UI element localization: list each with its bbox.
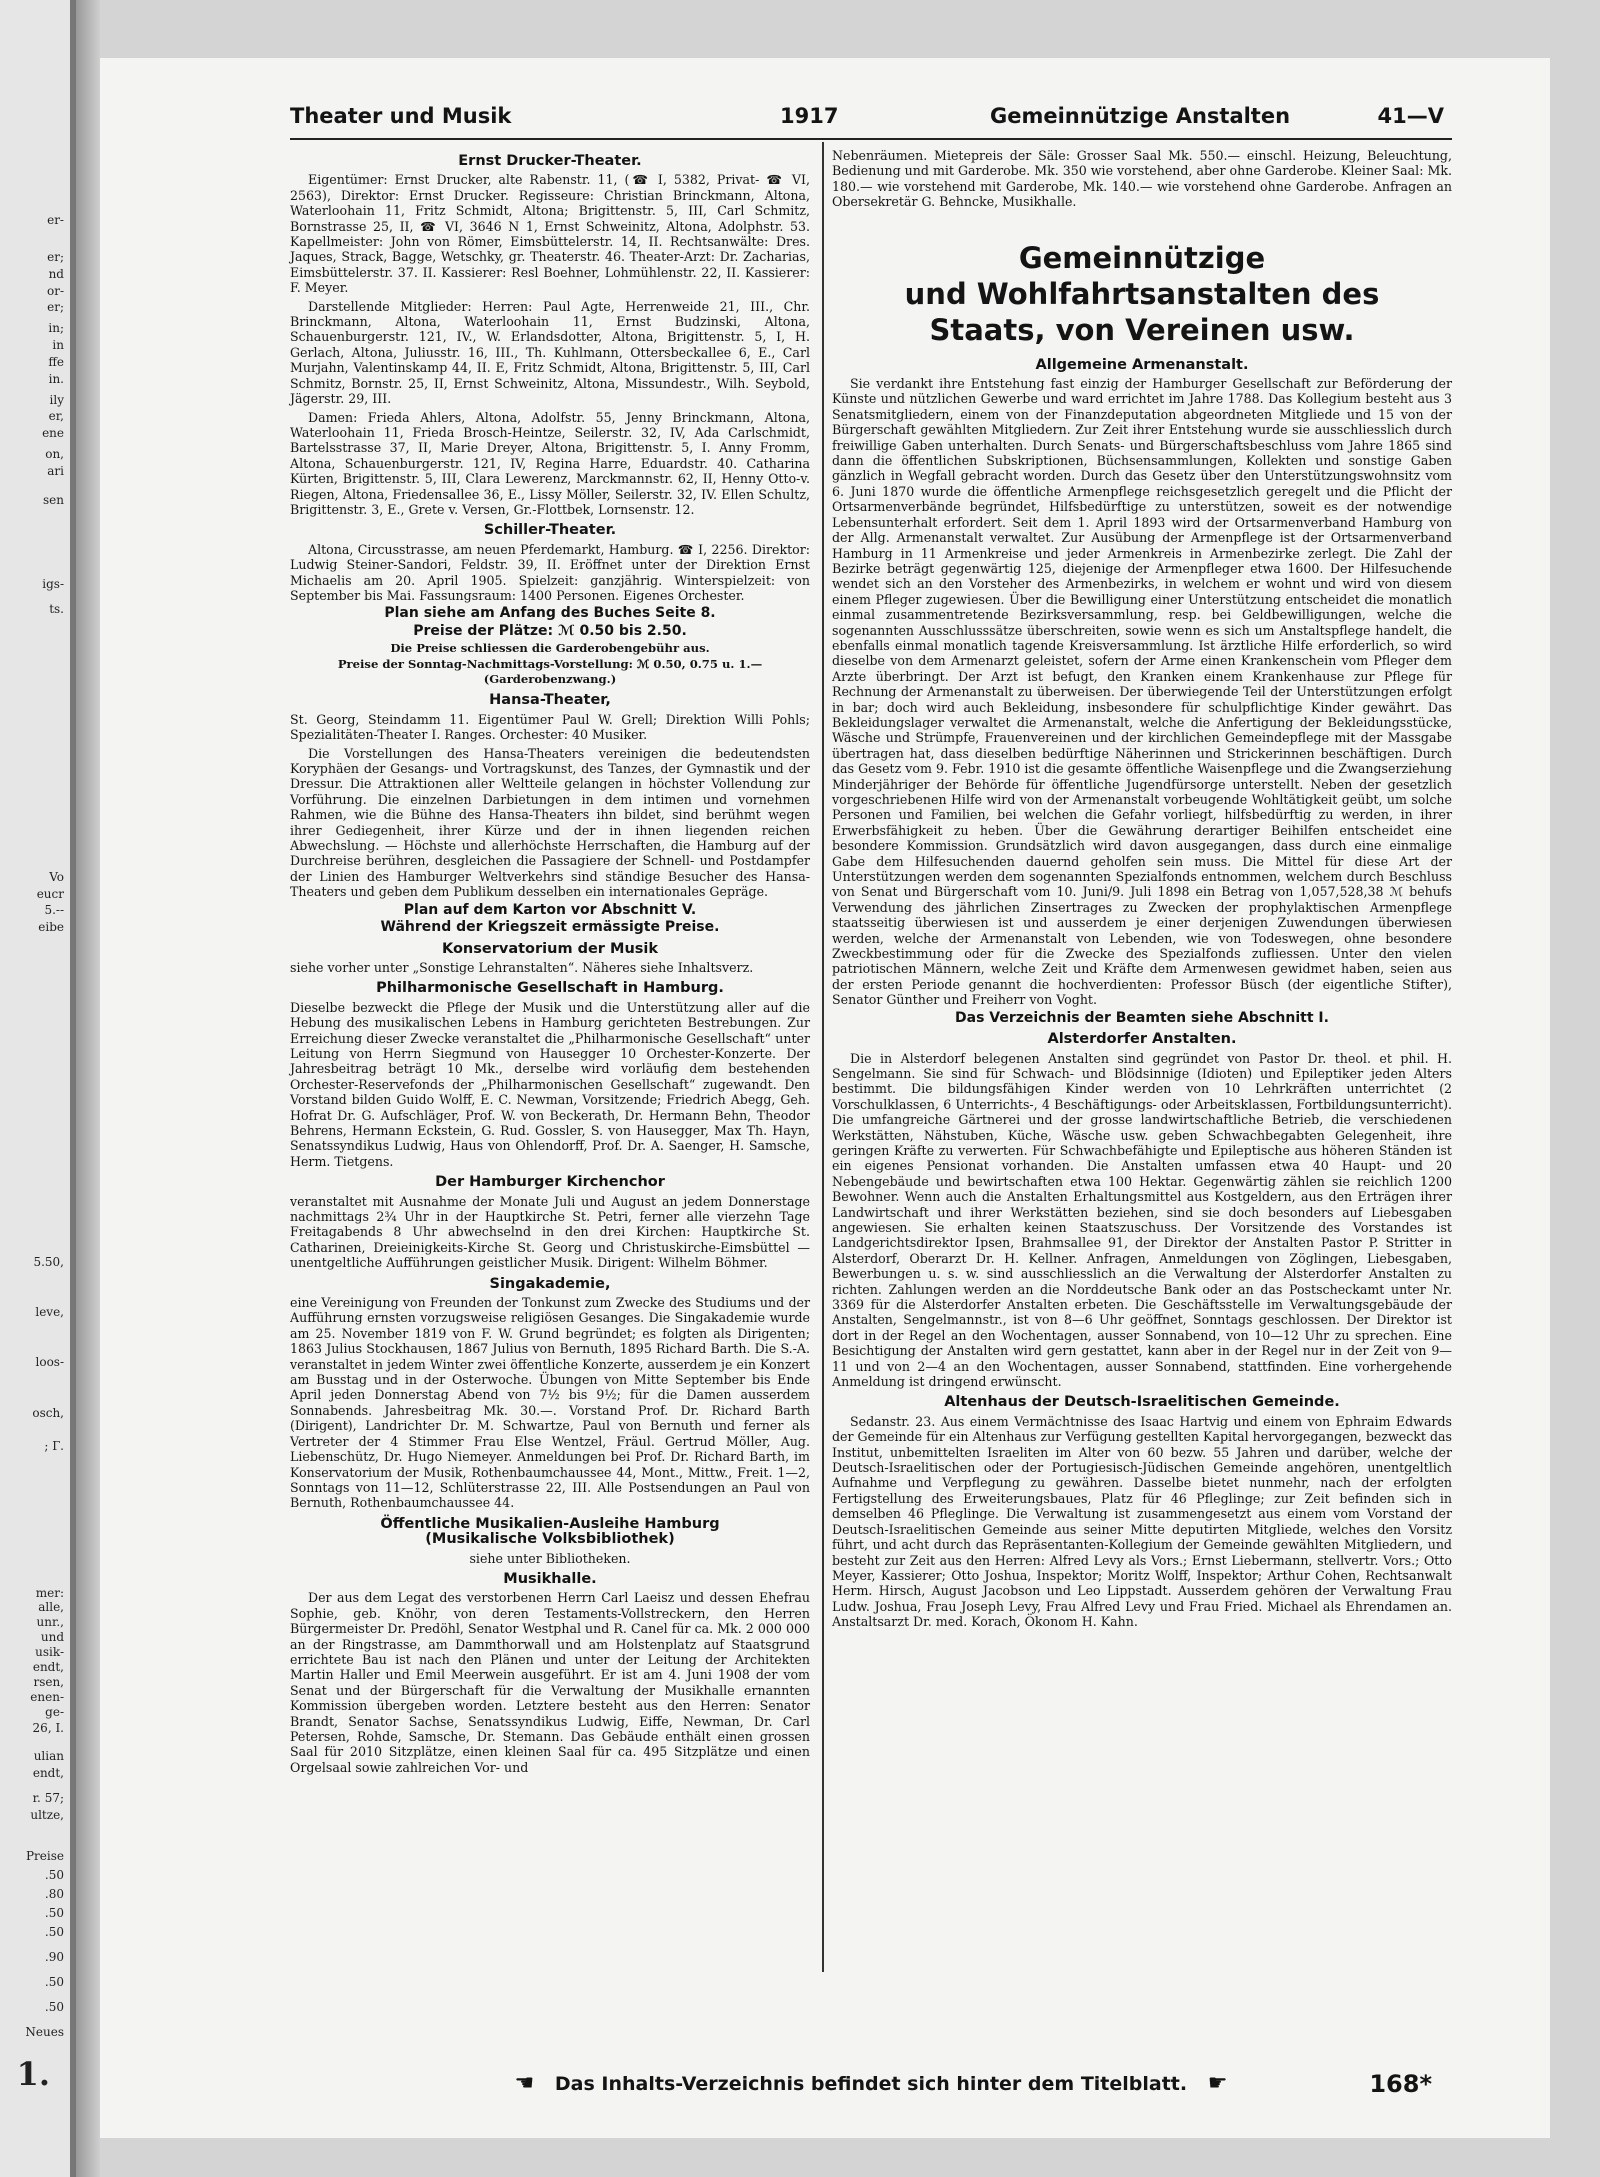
previous-page-fragment: .80 <box>44 1887 64 1901</box>
section-title-musikalien: Öffentliche Musikalien-Ausleihe Hamburg <box>380 1515 720 1532</box>
drucker-damen: Damen: Frieda Ahlers, Altona, Adolfstr. 55, Jenny Brinckmann, Altona, Waterloohain 11, Frieda Brosch-Heintze, Seilerstr. 32, IV, Ada Carlschmidt, Bartelsstrasse 37, II, Marie Dreyer, Altona, Brigittenstr. 5, I. Anny Fromm, Altona, Schauenburgerstr. 121, IV, Regina Harre, Eduardstr. 40. Catharina Kürten, Brigittenstr. 5, III, Clara Lewerenz, Marckmannstr. 62, II, Henny Otto-v. Riegen, Altona, Friedensallee 36, E., Lissy Möller, Seilerstr. 32, IV. Ellen Schultz, Brigittenstr. 3, E., Grete v. Versen, Gr.-Flottbek, Lornsenstr. 12. <box>290 409 810 517</box>
left-column <box>290 148 810 1778</box>
previous-page-fragment: leve, <box>35 1305 64 1319</box>
book-gutter <box>76 0 100 2177</box>
singakademie-text: eine Vereinigung von Freunden der Tonkunst zum Zwecke des Studiums und der Aufführung ernsten vorzugsweise religiösen Gesanges. Die Singakademie wurde am 25. November 1819 von F. W. Grund begründet; es folgten als Dirigenten; 1863 Julius Stockhausen, 1867 Julius von Bernuth, 1895 Richard Barth. Die S.-A. veranstaltet in jedem Winter zwei öffentliche Konzerte, ausserdem je ein Konzert am Busstag und in der Osterwoche. Übungen von Mitte September bis Ende April jeden Donnerstag Abend von 7½ bis 9½; für die Damen ausserdem Sonnabends. Jahresbeitrag Mk. 30.—. Vorstand Prof. Dr. Richard Barth (Dirigent), Landrichter Dr. M. Schwartze, Paul von Bernuth und ferner als Vertreter der 4 Stimmer Frau Else Wentzel, Fräul. Gertrud Möller, Aug. Liebenschütz, Dr. Hugo Niemeyer. Anmeldungen bei Prof. Dr. Richard Barth, im Konservatorium der Musik, Rothenbaumchaussee 44, Mont., Mittw., Freit. 1—2, Sonntags von 11—12, Schlüterstrasse 22, III. Alle Postsendungen an Paul von Bernuth, Rothenbaumchaussee 44. <box>290 1295 810 1511</box>
previous-page-fragment: er, <box>48 409 64 423</box>
previous-page-fragment: .50 <box>44 2000 64 2014</box>
section-title-armenanstalt: Allgemeine Armenanstalt. <box>1035 356 1249 373</box>
section-title-konservatorium: Konservatorium der Musik <box>441 940 659 957</box>
previous-page-fragment: r. 57; <box>32 1791 64 1805</box>
previous-page-fragment: Preise <box>25 1849 64 1863</box>
chapter-title-line-3: Staats, von Vereinen usw. <box>929 312 1355 347</box>
column-divider <box>822 142 824 1972</box>
schiller-note-1: Die Preise schliessen die Garderobengebühr aus. <box>390 641 710 656</box>
schiller-text: Altona, Circusstrasse, am neuen Pferdemarkt, Hamburg. ☎ I, 2256. Direktor: Ludwig Steiner-Sandori, Feldstr. 39, II. Eröffnet unter der Direktion Ernst Michaelis am 20. April 1905. Spielzeit: ganzjährig. Winterspielzeit: von September bis Mai. Fassungsraum: 1400 Personen. Eigenes Orchester. <box>290 541 810 603</box>
previous-page-fragment: enen- <box>30 1690 64 1704</box>
previous-page-fragment: .50 <box>44 1925 64 1939</box>
right-column <box>832 148 1452 1633</box>
previous-page-fragment: ulian <box>33 1749 64 1763</box>
previous-page-fragment: Vo <box>49 870 64 884</box>
page-number: 168* <box>1369 2070 1432 2098</box>
schiller-preise: Preise der Plätze: ℳ 0.50 bis 2.50. <box>413 622 687 639</box>
previous-page-fragment: alle, <box>38 1600 64 1614</box>
previous-page-fragment: und <box>40 1630 64 1644</box>
altenhaus-text: Sedanstr. 23. Aus einem Vermächtnisse des Isaac Hartvig und einem von Ephraim Edwards der Gemeinde für ein Altenhaus zur Verfügung gestellten Kapital hervorgegangen, bezweckt das Institut, unbemittelten Israeliten im Alter von 60 bezw. 55 Jahren und darüber, welche der Deutsch-Israelitischen oder der Portugiesisch-Jüdischen Gemeinde angehören, unentgeltlich Aufnahme und Verpflegung zu gewähren. Dasselbe bietet nunmehr, nach der erfolgten Fertigstellung des Erweiterungsbaues, Platz für 46 Pfleglinge; zur Zeit befinden sich in demselben 46 Pfleglinge. Die Verwaltung ist zusammengesetzt aus einem vom Vorstand der Deutsch-Israelitischen Gemeinde aus seiner Mitte deputirten Mitgliede, welches den Vorsitz führt, und acht durch das Repräsentanten-Kollegium der Gemeinde gewählten Mitgliedern, und besteht zur Zeit aus den Herren: Alfred Levy als Vors.; Ernst Liebermann, stellvertr. Vors.; Otto Meyer, Kassierer; Otto Joshua, Inspektor; Moritz Wolff, Inspektor; Arthur Cohen, Rechtsanwalt Herm. Hirsch, August Jacobson und Leo Lippstadt. Ausserdem gehören der Verwaltung Frau Ludw. Joshua, Frau Joseph Levy, Frau Alfred Levy und Frau Fried. Michael als Ehrendamen an. Anstaltsarzt Dr. med. Korach, Ökonom H. Kahn. <box>832 1413 1452 1630</box>
previous-page-fragment: 1. <box>16 2055 50 2093</box>
previous-page-fragment: ; Г. <box>44 1439 64 1453</box>
konservatorium-text: siehe vorher unter „Sonstige Lehranstalten“. Näheres siehe Inhaltsverz. <box>290 959 754 975</box>
previous-page-fragment: endt, <box>32 1766 64 1780</box>
previous-page-fragment: 5.50, <box>33 1255 64 1269</box>
hansa-plan: Plan auf dem Karton vor Abschnitt V. <box>403 901 697 918</box>
previous-page-fragment: Neues <box>25 2025 64 2039</box>
previous-page-fragment: unr., <box>36 1615 64 1629</box>
header-page-code: 41—V <box>1377 104 1444 128</box>
previous-page-fragment: .50 <box>44 1975 64 1989</box>
chapter-title-line-2: und Wohlfahrtsanstalten des <box>904 276 1380 311</box>
previous-page-fragment: on, <box>45 447 64 461</box>
section-title-altenhaus: Altenhaus der Deutsch-Israelitischen Gemeinde. <box>944 1394 1340 1411</box>
section-subtitle-musikalien: (Musikalische Volksbibliothek) <box>425 1531 675 1548</box>
section-title-singakademie: Singakademie, <box>489 1275 611 1292</box>
previous-page-fragment: sen <box>43 493 64 507</box>
footer-text: Das Inhalts-Verzeichnis befindet sich hinter dem Titelblatt. <box>554 2073 1188 2095</box>
section-title-philharmonie: Philharmonische Gesellschaft in Hamburg. <box>376 980 724 997</box>
previous-page-fragment: .90 <box>44 1950 64 1964</box>
previous-page-fragment: .50 <box>44 1906 64 1920</box>
philharmonie-text: Dieselbe bezweckt die Pflege der Musik und die Unterstützung aller auf die Hebung des musikalischen Lebens in Hamburg gerichteten Bestrebungen. Zur Erreichung dieser Zwecke veranstaltet die „Philharmonische Gesellschaft“ unter Leitung von Herrn Siegmund von Hausegger 10 Orchester-Konzerte. Der Jahresbeitrag beträgt 10 Mk., derselbe wird vorläufig dem bestehenden Orchester-Reservefonds der „Philharmonischen Gesellschaft“ zugewandt. Den Vorstand bilden Guido Wolff, E. C. Newman, Vorsitzende; Friedrich Abegg, Geh. Hofrat Dr. G. Aufschläger, Prof. W. von Beckerath, Dr. Hermann Behn, Theodor Behrens, Hermann Eckstein, G. Rud. Gossler, S. von Hausegger, Max Th. Hayn, Senatssyndikus Ludwig, Haus von Ohlendorff, Prof. Dr. A. Saenger, H. Samsche, Herm. Tietgens. <box>290 999 810 1169</box>
section-title-musikhalle: Musikhalle. <box>503 1570 597 1587</box>
section-title-schiller: Schiller-Theater. <box>483 522 617 539</box>
chapter-title <box>832 240 1452 348</box>
previous-page-fragment: osch, <box>32 1406 64 1420</box>
header-rule <box>290 138 1452 140</box>
armenanstalt-verzeichnis: Das Verzeichnis der Beamten siehe Abschnitt I. <box>955 1009 1329 1026</box>
alsterdorf-text: Die in Alsterdorf belegenen Anstalten sind gegründet von Pastor Dr. theol. et phil. H. Sengelmann. Sie sind für Schwach- und Blödsinnige (Idioten) und Epileptiker jeden Alters bestimmt. Die bildungsfähigen Kinder werden von 10 Lehrkräften unterrichtet (2 Vorschulklassen, 6 Unterrichts-, 4 Beschäftigungs- oder Arbeitsklassen, Fortbildungsunterricht). Die umfangreiche Gärtnerei und der grosse landwirtschaftliche Betrieb, die verschiedenen Werkstätten, Nähstuben, Küche, Wäsche usw. geben Schwachbegabten Gelegenheit, ihre geringen Kräfte zu verwerten. Für Schwachbefähigte und Epileptische aus höheren Ständen ist ein eigenes Pensionat vorhanden. Die Anstalten umfassen etwa 40 Haupt- und 20 Nebengebäude und bewirtschaften etwa 100 Hektar. Gegenwärtig zählen sie reichlich 1200 Bewohner. Wenn auch die Anstalten Erhaltungsmittel aus Kostgeldern, aus den Erträgen ihrer Landwirtschaft und ihrer Werkstätten beziehen, sind sie doch besonders auf Liebesgaben angewiesen. Sie erhalten keinen Staatszuschuss. Der Vorsitzende des Vorstandes ist Landgerichtsdirektor Ipsen, Brahmsallee 91, der Direktor der Anstalten Pastor P. Stritter in Alsterdorf, Oberarzt Dr. H. Kellner. Anfragen, Anmeldungen von Zöglingen, Liebesgaben, Bewerbungen u. s. w. sind ausschliesslich an die Verwaltung der Alsterdorfer Anstalten zu richten. Zahlungen werden an die Norddeutsche Bank oder an das Postscheckamt unter Nr. 3369 für die Alsterdorfer Anstalten erbeten. Die Geschäftsstelle im Verwaltungsgebäude der Anstalten, Sengelmannstr., ist von 8—6 Uhr geöffnet, Sonntags geschlossen. Der Direktor ist dort in der Regel an den Wochentagen, ausser Sonnabend, von 10—12 Uhr zu sprechen. Eine Besichtigung der Anstalten wird gern gestattet, kann aber in der Regel nur in der Zeit von 9—11 und von 2—4 an den Wochentagen, ausser Sonnabend, stattfinden. Eine vorhergehende Anmeldung ist dringend erwünscht. <box>832 1050 1452 1390</box>
previous-page-fragment: usik- <box>35 1645 64 1659</box>
musikalien-text: siehe unter Bibliotheken. <box>469 1550 631 1566</box>
previous-page-fragment: .50 <box>44 1868 64 1882</box>
previous-page-fragment: loos- <box>35 1355 64 1369</box>
drucker-herren: Darstellende Mitglieder: Herren: Paul Agte, Herrenweide 21, III., Chr. Brinckmann, Altona, Waterloohain 11, Ernst Budzinski, Altona, Schauenburgerstr. 121, IV., W. Erlandsdotter, Altona, Brigittenstr. 5, I, H. Gerlach, Altona, Juliusstr. 16, III., Th. Kuhlmann, Ottersbeckallee 6, E., Carl Murjahn, Valentinskamp 44, II. E, Fritz Schmidt, Altona, Brigittenstr. 5, III, Carl Schmitz, Bornstr. 25, II, Ernst Schweinitz, Altona, Missundestr., Wilh. Seybold, Jägerstr. 29, III. <box>290 298 810 407</box>
previous-page-fragment: eibe <box>38 920 64 934</box>
previous-page-fragment: nd <box>48 267 64 281</box>
schiller-note-2: Preise der Sonntag-Nachmittags-Vorstellung: ℳ 0.50, 0.75 u. 1.— <box>337 656 763 671</box>
previous-page-fragment: in; <box>48 321 64 335</box>
drucker-staff: Eigentümer: Ernst Drucker, alte Rabenstr. 11, (☎ I, 5382, Privat- ☎ VI, 2563), Direktor: Ernst Drucker. Regisseure: Christian Brinckmann, Altona, Waterloohain 11, Fritz Schmidt, Altona; Brigittenstr. 5, III, Carl Schmitz, Bornstrasse 25, II, ☎ VI, 3646 N 1, Ernst Schweinitz, Altona, Adolphstr. 53. Kapellmeister: John von Römer, Eimsbüttelerstr. 14, II. Rechtsanwälte: Dres. Jaques, Strack, Bagge, Wetschky, gr. Theaterstr. 46. Theater-Arzt: Dr. Zacharias, Eimsbüttelerstr. 37. II. Kassierer: Resl Boehner, Lohmühlenstr. 22, II. Kassierer: F. Meyer. <box>290 172 810 296</box>
previous-page-fragment: in. <box>48 372 64 386</box>
musikhalle-continued: Nebenräumen. Mietepreis der Säle: Grosser Saal Mk. 550.— einschl. Heizung, Beleuchtung, Bedienung und mit Garderobe. Mk. 350 wie vorstehend, aber ohne Garderobe. Kleiner Saal: Mk. 180.— wie vorstehend mit Garderobe, Mk. 140.— wie vorstehend ohne Garderobe. Anfragen an Obersekretär G. Behncke, Musikhalle. <box>832 148 1452 210</box>
pointing-hand-left-icon: ☚ <box>514 2071 535 2096</box>
chapter-title-line-1: Gemeinnützige <box>1018 240 1266 275</box>
previous-page-fragment: er; <box>47 250 64 264</box>
previous-page-fragment: or- <box>46 284 64 298</box>
kirchenchor-text: veranstaltet mit Ausnahme der Monate Juli und August an jedem Donnerstage nachmittags 2¾ Uhr in der Hauptkirche St. Petri, ferner alle vierzehn Tage Freitagabends 8 Uhr abwechselnd in den drei Kirchen: Hauptkirche St. Catharinen, Dreieinigkeits-Kirche St. Georg und Christuskirche-Eimsbüttel — unentgeltliche Aufführungen geistlicher Musik. Dirigent: Wilhelm Böhmer. <box>290 1193 810 1271</box>
previous-page-fragment: rsen, <box>33 1675 64 1689</box>
previous-page-fragment: er- <box>47 213 64 227</box>
armenanstalt-text: Sie verdankt ihre Entstehung fast einzig der Hamburger Gesellschaft zur Beförderung der Künste und nützlichen Gewerbe und ward errichtet im Jahre 1788. Das Kollegium besteht aus 3 Senatsmitgliedern, einem von der Finanzdeputation abgeordneten Mitgliede und 15 von der Bürgerschaft gewählten Mitgliedern. Zur Zeit ihrer Entstehung wurde sie ausschliesslich durch freiwillige Gaben unterhalten. Durch Senats- und Bürgerschaftsbeschluss vom Jahre 1865 sind dann die öffentlichen Subskriptionen, Büchsensammlungen, Kollekten und sonstige Gaben gänzlich in Wegfall gebracht worden. Durch das Gesetz über den Unterstützungswohnsitz vom 6. Juni 1870 wurde die öffentliche Armenpflege reichsgesetzlich geregelt und die Pflicht der Ortsarmenverbände begründet, Hilfsbedürftige zu unterstützen, soweit es der notwendige Lebensunterhalt erfordert. Seit dem 1. April 1893 wird der Ortsarmenverband Hamburg von der Allg. Armenanstalt verwaltet. Zur Ausübung der Armenpflege ist der Ortsarmenverband Hamburg in 11 Armenkreise und jeder Armenkreis in Armenbezirke zerlegt. Die Zahl der Bezirke beträgt gegenwärtig 125, diejenige der Armenpfleger etwa 1600. Der Hilfesuchende wendet sich an den Vorsteher des Armenbezirks, in welchem er wohnt und wird von diesem einem Pfleger zugewiesen. Über die Bewilligung einer Unterstützung entscheidet die monatlich einmal zusammentretende Bezirksversammlung, resp. bei Geldbewilligungen, welche die sogenannten Ausschlusssätze überschreiten, sowie wenn es sich um Anstaltspflege handelt, die ebenfalls einmal monatlich tagende Kreisversammlung. Ist ärztliche Hilfe erforderlich, so wird dieselbe von dem Armenarzt geleistet, sofern der Arme einen Krankenschein vom Pfleger dem Arzte überbringt. Der Arzt ist befugt, den Kranken einem Krankenhause zur Pflege für Rechnung der Armenanstalt zu überweisen. Der überwiegende Teil der Unterstützungen erfolgt in bar; doch wird auch Bekleidung, insbesondere für schulpflichtige Kinder gewährt. Das Bekleidungslager verwaltet die Armenanstalt, welche die Anfertigung der Bekleidungsstücke, Wäsche und Strümpfe, Frauenvereinen und der kirchlichen Gemeindepflege mit der Massgabe übertragen hat, dass dieselben bedürftige Näherinnen und Strickerinnen beschäftigen. Durch das Gesetz vom 9. Febr. 1910 ist die gesamte öffentliche Waisenpflege und die Zwangserziehung Minderjähriger der Behörde für öffentliche Jugendfürsorge unterstellt. Neben der gesetzlich vorgeschriebenen Hilfe wird von der Armenanstalt vorbeugende Wohltätigkeit geübt, um solche Personen und Familien, bei welchen die Gefahr vorliegt, hilfsbedürftig zu werden, in ihrer Erwerbsfähigkeit zu heben. Über die Gewährung derartiger Beihilfen entscheidet eine besondere Kommission. Grundsätzlich wird davon ausgegangen, dass durch eine einmalige Gabe dem Hilfesuchenden dauernd geholfen sein muss. Die Mittel für diese Art der Unterstützungen werden dem sogenannten Spezialfonds entnommen, welchem durch Beschluss von Senat und Bürgerschaft vom 10. Juni/9. Juli 1898 ein Betrag von 1,057,528,38 ℳ behufs Verwendung des jährlichen Zinsertrages zu Zwecken der prophylaktischen Armenpflege staatsseitig überwiesen ist und ausserdem je einer derjenigen Zuwendungen überwiesen werden, welche der Armenanstalt von Lebenden, wie von Todeswegen, ohne besondere Zweckbestimmung oder für die Zwecke des Spezialfonds zufliessen. Unter den vielen patriotischen Männern, welche Zeit und Kräfte dem Armenwesen gewidmet haben, seien aus der ersten Periode genannt die hochverdienten: Professor Büsch (der eigentliche Stifter), Senator Günther und Freiherr von Voght. <box>832 376 1452 1008</box>
footer-notice <box>290 2066 1452 2102</box>
musikhalle-text: Der aus dem Legat des verstorbenen Herrn Carl Laeisz und dessen Ehefrau Sophie, geb. Knöhr, von deren Testaments-Vollstreckern, den Herren Bürgermeister Dr. Predöhl, Senator Westphal und R. Canel für ca. Mk. 2 000 000 an der Ringstrasse, am Dammthorwall und am Holstenplatz auf Staatsgrund errichtete Bau ist nach den Plänen und unter der Leitung der Architekten Martin Haller und Emil Meerwein ausgeführt. Er ist am 4. Juni 1908 der vom Senat und der Bürgerschaft für die Verwaltung der Musikhalle ernannten Kommission übergeben worden. Letztere besteht aus den Herren: Senator Brandt, Senator Sachse, Senatssyndikus Ludwig, Eiffe, Newman, Dr. Carl Petersen, Rohde, Samsche, Dr. Stemann. Das Gebäude enthält einen grossen Saal für 2010 Sitzplätze, einen kleinen Saal für ca. 495 Sitzplätze und einen Orgelsaal sowie zahlreichen Vor- und <box>290 1590 810 1775</box>
section-title-kirchenchor: Der Hamburger Kirchenchor <box>435 1174 665 1191</box>
running-header <box>290 100 1452 132</box>
previous-page-fragment: ge- <box>45 1705 64 1719</box>
previous-page-fragment: ene <box>42 426 64 440</box>
previous-page-fragment: ffe <box>48 355 64 369</box>
pointing-hand-right-icon: ☛ <box>1207 2071 1228 2096</box>
previous-page-fragment: er; <box>47 300 64 314</box>
previous-page-fragment: ily <box>49 393 64 407</box>
previous-page-fragment: igs- <box>42 577 64 591</box>
section-title-hansa: Hansa-Theater, <box>489 692 611 709</box>
schiller-note-3: (Garderobenzwang.) <box>483 672 617 686</box>
hansa-krieg: Während der Kriegszeit ermässigte Preise. <box>380 919 720 936</box>
header-year: 1917 <box>780 104 839 128</box>
section-title-drucker: Ernst Drucker-Theater. <box>458 153 642 169</box>
previous-page-fragment: 5.-- <box>44 903 64 917</box>
previous-page-fragment: eucr <box>36 887 64 901</box>
previous-page-fragment: in <box>52 338 64 352</box>
section-title-alsterdorf: Alsterdorfer Anstalten. <box>1047 1031 1237 1048</box>
header-section-left: Theater und Musik <box>290 104 512 128</box>
header-section-right: Gemeinnützige Anstalten <box>990 104 1291 128</box>
previous-page-fragment: ts. <box>49 602 64 616</box>
previous-page-fragment: ultze, <box>30 1808 64 1822</box>
hansa-info: St. Georg, Steindamm 11. Eigentümer Paul W. Grell; Direktion Willi Pohls; Spezialitäten-Theater I. Ranges. Orchester: 40 Musiker. <box>290 711 810 743</box>
schiller-plan: Plan siehe am Anfang des Buches Seite 8. <box>384 605 716 622</box>
previous-page-fragment: 26, I. <box>32 1721 64 1735</box>
previous-page-fragment: endt, <box>32 1660 64 1674</box>
hansa-text: Die Vorstellungen des Hansa-Theaters vereinigen die bedeutendsten Koryphäen der Gesangs- und Vortragskunst, des Tanzes, der Gymnastik und der Dressur. Die Attraktionen aller Weltteile gelangen in höchster Vollendung zur Vorführung. Die einzelnen Darbietungen in dem intimen und vornehmen Rahmen, wie die Bühne des Hansa-Theaters ihn bildet, sind berühmt wegen ihrer Gediegenheit, ihrer Kürze und der in ihnen liegenden reichen Abwechslung. — Höchste und allerhöchste Herrschaften, die Hamburg auf der Durchreise berühren, desgleichen die Passagiere der Schnell- und Postdampfer der Linien des Hamburger Weltverkehrs sind ständige Besucher des Hansa-Theaters und geben dem Publikum desselben ein internationales Gepräge. <box>290 745 810 900</box>
previous-page-fragment: ari <box>47 464 64 478</box>
previous-page-edge <box>0 0 76 2177</box>
previous-page-fragment: mer: <box>35 1586 64 1600</box>
